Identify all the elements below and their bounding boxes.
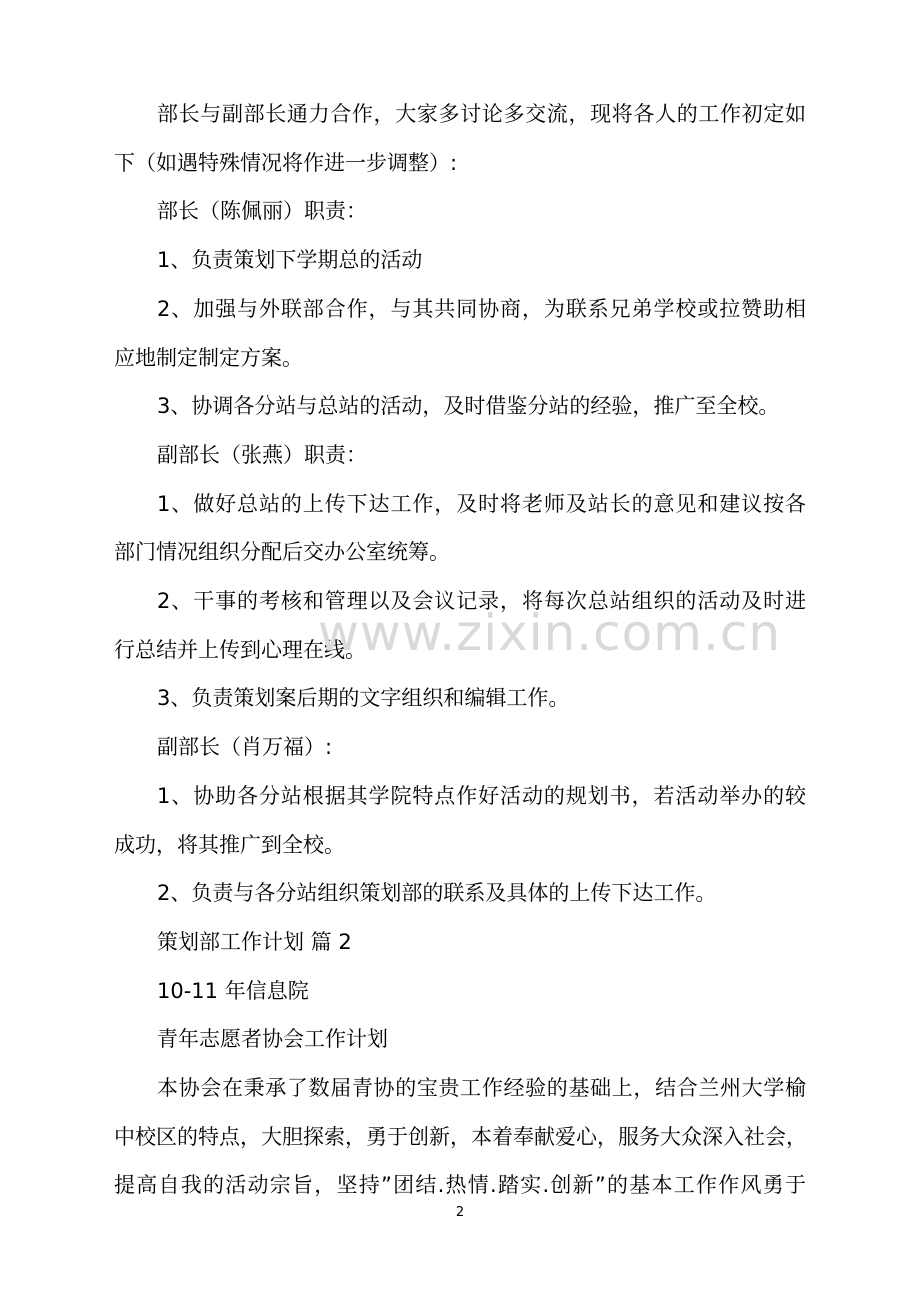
section-title: 策划部工作计划 篇 2: [157, 929, 352, 954]
list-item: 1、负责策划下学期总的活动: [157, 248, 423, 273]
paragraph-line: 部门情况组织分配后交办公室统筹。: [114, 540, 450, 565]
paragraph-line: 应地制定制定方案。: [114, 345, 303, 370]
watermark: www.zixin.com.cn: [318, 604, 782, 662]
list-item: 3、协调各分站与总站的活动，及时借鉴分站的经验，推广至全校。: [157, 394, 780, 419]
list-item: 2、加强与外联部合作，与其共同协商，为联系兄弟学校或拉赞助相: [157, 296, 806, 321]
list-item: 1、协助各分站根据其学院特点作好活动的规划书，若活动举办的较: [157, 783, 806, 808]
list-item: 2、干事的考核和管理以及会议记录，将每次总站组织的活动及时进: [157, 589, 806, 614]
section-heading: 副部长（张燕）职责：: [157, 442, 367, 467]
paragraph-line: 下（如遇特殊情况将作进一步调整）:: [114, 150, 458, 175]
paragraph-line: 成功，将其推广到全校。: [114, 832, 345, 857]
paragraph-line: 提高自我的活动宗旨，坚持”团结.热情.踏实.创新”的基本工作作风勇于: [114, 1173, 806, 1198]
list-item: 2、负责与各分站组织策划部的联系及具体的上传下达工作。: [157, 881, 717, 906]
section-heading: 部长（陈佩丽）职责：: [157, 199, 367, 224]
list-item: 1、做好总站的上传下达工作，及时将老师及站长的意见和建议按各: [157, 491, 806, 516]
list-item: 3、负责策划案后期的文字组织和编辑工作。: [157, 686, 570, 711]
paragraph-line: 部长与副部长通力合作，大家多讨论多交流，现将各人的工作初定如: [157, 102, 806, 126]
page-number: 2: [455, 1205, 465, 1220]
paragraph-line: 行总结并上传到心理在线。: [114, 637, 366, 662]
section-subtitle: 10-11 年信息院: [157, 978, 309, 1003]
paragraph-line: 中校区的特点，大胆探索，勇于创新，本着奉献爱心，服务大众深入社会，: [114, 1124, 807, 1149]
paragraph-line: 本协会在秉承了数届青协的宝贵工作经验的基础上，结合兰州大学榆: [157, 1076, 806, 1101]
section-subtitle: 青年志愿者协会工作计划: [157, 1027, 388, 1052]
section-heading: 副部长（肖万福）:: [157, 735, 333, 760]
